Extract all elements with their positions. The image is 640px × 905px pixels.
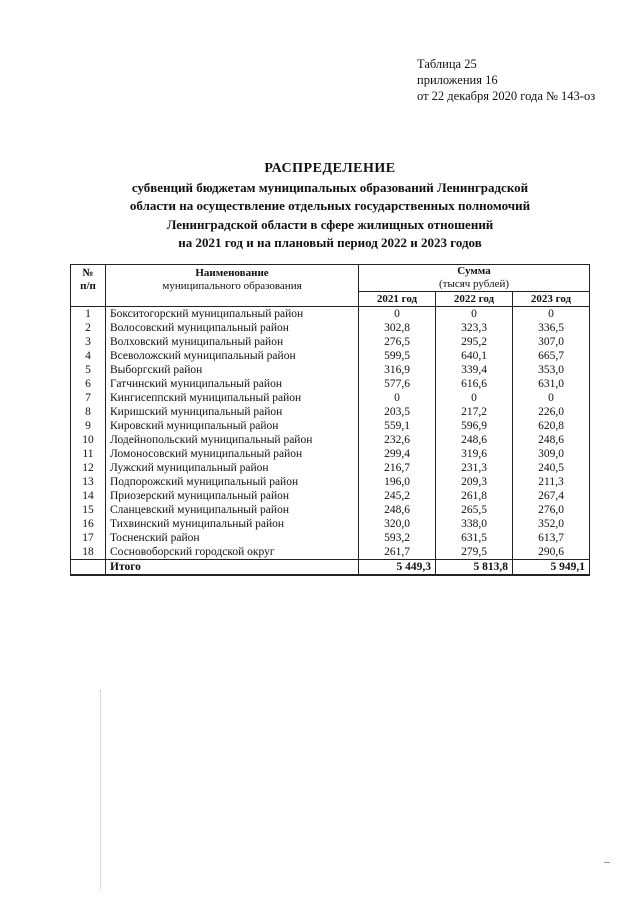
row-municipality: Бокситогорский муниципальный район: [106, 307, 359, 322]
table-row: [71, 489, 590, 503]
table-row: [71, 503, 590, 517]
table-row: [71, 517, 590, 531]
row-value-2023: 353,0: [513, 363, 590, 377]
title-heading: РАСПРЕДЕЛЕНИЕ: [264, 161, 396, 176]
row-value-2022: 209,3: [436, 475, 513, 489]
header-number-label: п/п: [80, 280, 96, 292]
row-municipality: Лужский муниципальный район: [106, 461, 359, 475]
row-number: 7: [71, 391, 106, 405]
table-row: [71, 433, 590, 447]
row-value-2021: 276,5: [359, 335, 436, 349]
header-year-2023: 2023 год: [513, 292, 590, 307]
row-value-2022: 616,6: [436, 377, 513, 391]
row-value-2022: 323,3: [436, 321, 513, 335]
row-municipality: Гатчинский муниципальный район: [106, 377, 359, 391]
row-municipality: Подпорожский муниципальный район: [106, 475, 359, 489]
table-row: [71, 531, 590, 545]
table-total-row: [71, 560, 590, 576]
row-number: 6: [71, 377, 106, 391]
row-municipality: Тосненский район: [106, 531, 359, 545]
row-value-2022: 261,8: [436, 489, 513, 503]
row-value-2021: 559,1: [359, 419, 436, 433]
row-number: 12: [71, 461, 106, 475]
row-value-2023: 336,5: [513, 321, 590, 335]
table-row: [71, 405, 590, 419]
row-number: 9: [71, 419, 106, 433]
total-2022: 5 813,8: [436, 560, 513, 576]
row-municipality: Волосовский муниципальный район: [106, 321, 359, 335]
row-value-2023: 226,0: [513, 405, 590, 419]
row-number: 18: [71, 545, 106, 560]
row-value-2023: 276,0: [513, 503, 590, 517]
row-value-2021: 248,6: [359, 503, 436, 517]
title-line-4: на 2021 год и на плановый период 2022 и 2023 годов: [178, 235, 482, 250]
row-value-2022: 0: [436, 307, 513, 322]
distribution-table: [70, 264, 590, 576]
total-number-cell: [71, 560, 106, 576]
table-header-row: [71, 265, 590, 292]
row-value-2021: 599,5: [359, 349, 436, 363]
table-row: [71, 419, 590, 433]
row-number: 4: [71, 349, 106, 363]
row-value-2022: 319,6: [436, 447, 513, 461]
table-row: [71, 363, 590, 377]
scan-artifact-line: [100, 690, 102, 890]
reference-law: от 22 декабря 2020 года № 143-оз: [417, 89, 596, 103]
title-line-1: субвенций бюджетам муниципальных образований Ленинградской: [131, 179, 529, 195]
row-municipality: Кировский муниципальный район: [106, 419, 359, 433]
row-value-2021: 0: [359, 391, 436, 405]
row-value-2022: 631,5: [436, 531, 513, 545]
row-number: 16: [71, 517, 106, 531]
table-row: [71, 349, 590, 363]
header-year-2021: 2021 год: [359, 292, 436, 307]
row-value-2021: 245,2: [359, 489, 436, 503]
row-number: 17: [71, 531, 106, 545]
row-value-2021: 232,6: [359, 433, 436, 447]
row-municipality: Лодейнопольский муниципальный район: [106, 433, 359, 447]
row-value-2023: 211,3: [513, 475, 590, 489]
table-row: [71, 447, 590, 461]
total-label: Итого: [106, 560, 359, 576]
title-line-3: Ленинградской области в сфере жилищных отношений: [166, 216, 494, 232]
table-row: [71, 377, 590, 391]
scan-artifact-mark: [604, 862, 610, 863]
row-municipality: Киришский муниципальный район: [106, 405, 359, 419]
header-number: [71, 265, 106, 307]
total-2021: 5 449,3: [359, 560, 436, 576]
table-body: [71, 307, 590, 560]
row-value-2021: 203,5: [359, 405, 436, 419]
row-value-2022: 231,3: [436, 461, 513, 475]
row-municipality: Сланцевский муниципальный район: [106, 503, 359, 517]
row-value-2022: 596,9: [436, 419, 513, 433]
row-value-2023: 248,6: [513, 433, 590, 447]
row-number: 11: [71, 447, 106, 461]
row-value-2023: 307,0: [513, 335, 590, 349]
row-value-2023: 0: [513, 391, 590, 405]
row-number: 2: [71, 321, 106, 335]
document-title: [90, 160, 570, 253]
row-value-2023: 352,0: [513, 517, 590, 531]
row-value-2023: 0: [513, 307, 590, 322]
row-value-2021: 593,2: [359, 531, 436, 545]
row-value-2021: 320,0: [359, 517, 436, 531]
header-number-symbol: №: [82, 267, 94, 279]
row-municipality: Ломоносовский муниципальный район: [106, 447, 359, 461]
header-name-line-1: Наименование: [195, 267, 269, 279]
row-number: 1: [71, 307, 106, 322]
table-reference: [417, 56, 595, 104]
title-line-2: области на осуществление отдельных государственных полномочий: [129, 198, 531, 213]
header-sum: [359, 265, 590, 292]
row-value-2022: 217,2: [436, 405, 513, 419]
header-year-2022: 2022 год: [436, 292, 513, 307]
table-row: [71, 545, 590, 560]
row-number: 8: [71, 405, 106, 419]
row-municipality: Сосновоборский городской округ: [106, 545, 359, 560]
row-value-2022: 279,5: [436, 545, 513, 560]
table-row: [71, 335, 590, 349]
row-value-2023: 240,5: [513, 461, 590, 475]
row-municipality: Приозерский муниципальный район: [106, 489, 359, 503]
row-number: 14: [71, 489, 106, 503]
row-value-2021: 316,9: [359, 363, 436, 377]
row-value-2022: 0: [436, 391, 513, 405]
row-value-2022: 265,5: [436, 503, 513, 517]
row-value-2023: 613,7: [513, 531, 590, 545]
row-value-2022: 248,6: [436, 433, 513, 447]
row-value-2023: 309,0: [513, 447, 590, 461]
header-name: [106, 265, 359, 307]
row-number: 15: [71, 503, 106, 517]
row-municipality: Кингисеппский муниципальный район: [106, 391, 359, 405]
row-value-2023: 290,6: [513, 545, 590, 560]
row-value-2022: 295,2: [436, 335, 513, 349]
row-number: 3: [71, 335, 106, 349]
row-value-2023: 620,8: [513, 419, 590, 433]
table-row: [71, 461, 590, 475]
reference-table-number: Таблица 25: [417, 57, 477, 71]
reference-appendix: приложения 16: [417, 73, 498, 87]
row-value-2021: 0: [359, 307, 436, 322]
row-value-2022: 640,1: [436, 349, 513, 363]
row-municipality: Волховский муниципальный район: [106, 335, 359, 349]
total-2023: 5 949,1: [513, 560, 590, 576]
row-number: 5: [71, 363, 106, 377]
row-value-2022: 338,0: [436, 517, 513, 531]
row-value-2023: 665,7: [513, 349, 590, 363]
row-value-2023: 267,4: [513, 489, 590, 503]
row-municipality: Тихвинский муниципальный район: [106, 517, 359, 531]
row-number: 13: [71, 475, 106, 489]
header-sum-line-1: Сумма: [457, 265, 491, 277]
row-municipality: Всеволожский муниципальный район: [106, 349, 359, 363]
row-value-2021: 299,4: [359, 447, 436, 461]
table-row: [71, 475, 590, 489]
row-value-2023: 631,0: [513, 377, 590, 391]
row-value-2021: 261,7: [359, 545, 436, 560]
table-row: [71, 391, 590, 405]
row-value-2021: 302,8: [359, 321, 436, 335]
row-value-2021: 196,0: [359, 475, 436, 489]
header-name-line-2: муниципального образования: [162, 280, 302, 292]
row-value-2022: 339,4: [436, 363, 513, 377]
header-sum-line-2: (тысяч рублей): [438, 278, 510, 290]
row-value-2021: 216,7: [359, 461, 436, 475]
row-value-2021: 577,6: [359, 377, 436, 391]
table-row: [71, 321, 590, 335]
row-number: 10: [71, 433, 106, 447]
table-row: [71, 307, 590, 322]
row-municipality: Выборгский район: [106, 363, 359, 377]
